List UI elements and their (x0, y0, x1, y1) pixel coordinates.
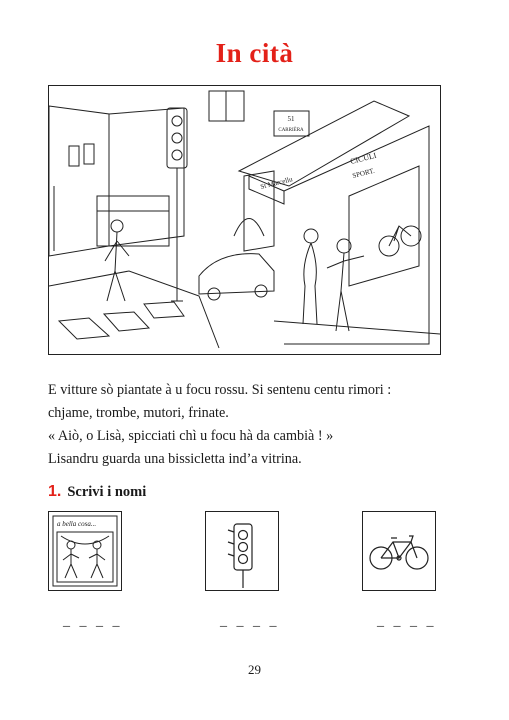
page-title: In cità (215, 38, 294, 68)
page-number: 29 (248, 662, 261, 677)
shop-sign-sub: SPORT. (351, 166, 376, 180)
story-line: « Aiò, o Lisà, spicciati chì u focu hà da cambià ! » (48, 428, 334, 444)
traffic-light-picture (205, 511, 279, 591)
exercise-heading (48, 483, 146, 501)
story-line: chjame, trombe, mutori, frinate. (48, 405, 229, 421)
shop-box-sign: a bella cosa... (57, 520, 97, 528)
answer-blank[interactable]: _ _ _ _ (63, 614, 123, 629)
story-line: E vitture sò piantate à u focu rossu. Si sentenu centu rimori : (48, 382, 392, 398)
story-text (48, 379, 458, 471)
exercise-number: 1. (48, 483, 62, 500)
corner-sign-street: CARRIÈRA (278, 128, 304, 133)
answer-blank[interactable]: _ _ _ _ (220, 614, 280, 629)
shop-window-picture (48, 511, 122, 591)
street-scene-illustration (48, 85, 441, 355)
awning-street-sign: St Marcellu (259, 175, 294, 191)
bicycle-picture (362, 511, 436, 591)
corner-sign-number: 51 (287, 115, 295, 123)
shop-sign-name: CICULI (349, 150, 378, 166)
answer-blank[interactable]: _ _ _ _ (377, 614, 437, 629)
exercise-label: Scrivi i nomi (67, 484, 147, 500)
story-line: Lisandru guarda una bissicletta ind’a vitrina. (48, 451, 302, 467)
